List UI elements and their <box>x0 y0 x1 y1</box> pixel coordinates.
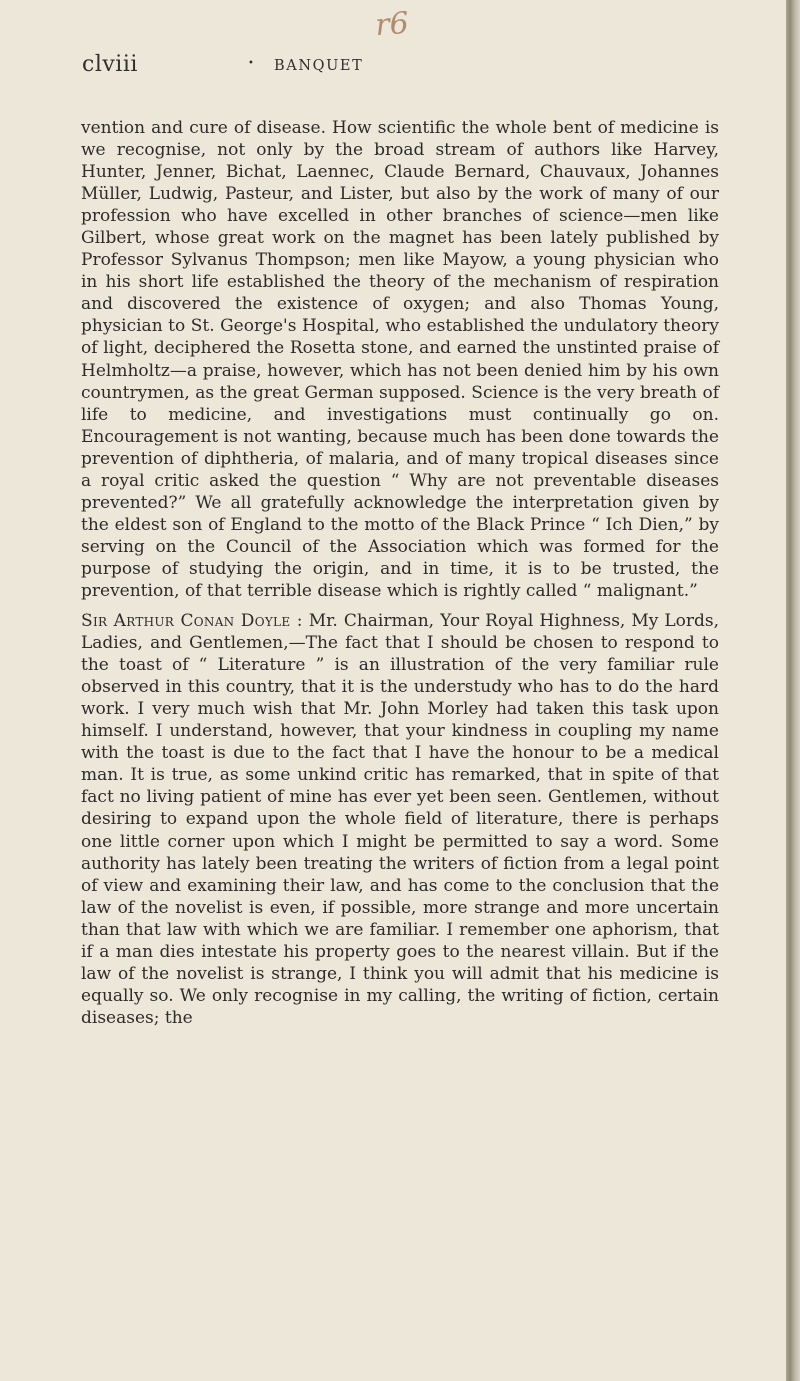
paragraph-2 <box>81 610 719 1029</box>
speaker-name: Sir Arthur Conan Doyle : <box>81 611 303 632</box>
page-header <box>82 52 722 86</box>
speech-text: Mr. Chairman, Your Royal Highness, My Lords, Ladies, and Gentlemen,—The fact that I should be chosen to respond to the toast of “ Literature ” is an illustration of the very familiar rule observed in this country, that it is the understudy who has to do the hard work. I very much wish that Mr. John Morley had taken this task upon himself. I understand, however, that your kindness in coupling my name with the toast is due to the fact that I have the honour to be a medical man. It is true, as some unkind critic has remarked, that in spite of that fact no living patient of mine has ever yet been seen. Gentlemen, without desiring to expand upon the whole field of literature, there is perhaps one little corner upon which I might be permitted to say a word. Some authority has lately been treating the writers of fiction from a legal point of view and examining their law, and has come to the conclusion that the law of the novelist is even, if possible, more strange and more uncertain than that law with which we are familiar. I remember one aphorism, that if a man dies intestate his property goes to the nearest villain. But if the law of the novelist is strange, I think you will admit that his medicine is equally so. We only recognise in my calling, the writing of fiction, certain diseases; the <box>81 611 720 1028</box>
paragraph-1: vention and cure of disease. How scientific the whole bent of medicine is we recognise, not only by the broad stream of authors like Harvey, Hunter, Jenner, Bichat, Laennec, Claude Bernard, Chauvaux, Johannes Müller, Ludwig, Pasteur, and Lister, but also by the work of many of our profession who have excelled in other branches of science—men like Gilbert, whose great work on the magnet has been lately published by Professor Sylvanus Thompson; men like Mayow, a young physician who in his short life established the theory of the mechanism of respiration and discovered the existence of oxygen; and also Thomas Young, physician to St. George's Hospital, who established the undulatory theory of light, deciphered the Rosetta stone, and earned the unstinted praise of Helmholtz—a praise, however, which has not been denied him by his own countrymen, as the great German supposed. Science is the very breath of life to medicine, and investigations must continually go on. Encouragement is not wanting, because much has been done towards the prevention of diphtheria, of malaria, and of many tropical diseases since a royal critic asked the question “ Why are not preventable diseases prevented?” We all gratefully acknowledge the interpretation given by the eldest son of England to the motto of the Black Prince “ Ich Dien,” by serving on the Council of the Association which was formed for the purpose of studying the origin, and in time, it is to be trusted, the prevention, of that terrible disease which is rightly called “ malignant.” <box>81 118 719 601</box>
running-head: BANQUET <box>274 58 364 74</box>
page-number: clviii <box>82 52 138 77</box>
margin-pencil-mark: r6 <box>374 5 410 44</box>
body-text <box>81 117 719 1029</box>
page-edge <box>786 0 800 1381</box>
header-separator: • <box>248 58 254 69</box>
